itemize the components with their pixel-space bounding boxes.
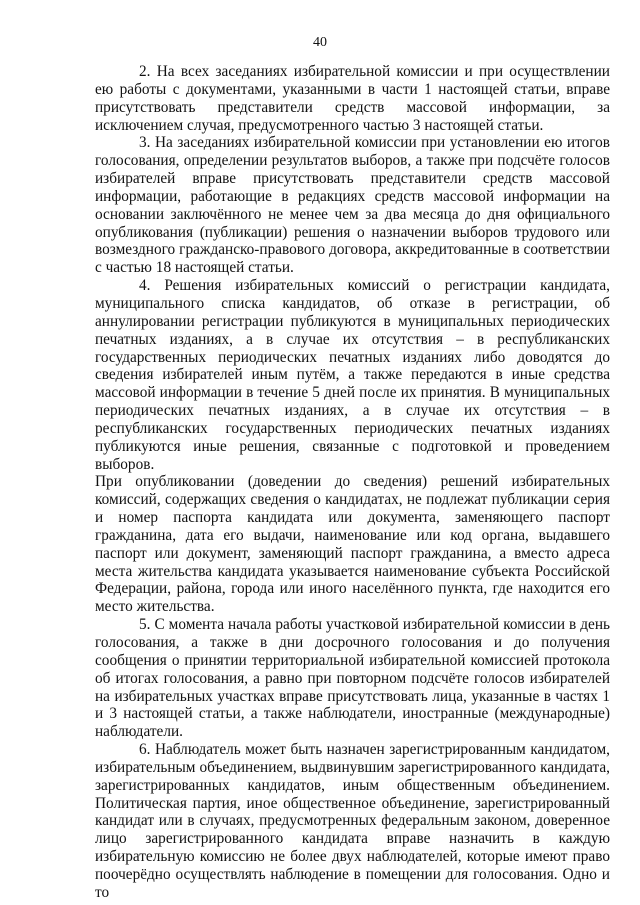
paragraph-part-3: 3. На заседаниях избирательной комиссии при установлении ею итогов голосования, определении результатов выборов, а также при подсчёте голосов избирателей вправе присутствовать представители средств массовой информации, работающие в редакциях средств массовой информации на основании заключённого не менее чем за два месяца до дня официального опубликования (публикации) решения о назначении выборов трудового или возмездного гражданско-правового договора, аккредитованные в соответствии с частью 18 настоящей статьи.: [95, 134, 610, 277]
page-number: 40: [313, 35, 327, 50]
paragraph-part-6: 6. Наблюдатель может быть назначен зарегистрированным кандидатом, избирательным объединением, выдвинувшим зарегистрированного кандидата, зарегистрированных кандидатов, иным общественным объединением. Политическая партия, иное общественное объединение, зарегистрированный кандидат или в случаях, предусмотренных федеральным законом, доверенное лицо зарегистрированного кандидата вправе назначить в каждую избирательную комиссию не более двух наблюдателей, которые имеют право поочерёдно осуществлять наблюдение в помещении для голосования. Одно и то: [95, 741, 610, 901]
paragraph-part-4-continued: При опубликовании (доведении до сведения) решений избирательных комиссий, содержащих сведения о кандидатах, не подлежат публикации серия и номер паспорта кандидата или документа, заменяющего паспорт гражданина, дата его выдачи, наименование или код органа, выдавшего паспорт или документ, заменяющий паспорт гражданина, а вместо адреса места жительства кандидата указывается наименование субъекта Российской Федерации, района, города или иного населённого пункта, где находится его место жительства.: [95, 473, 610, 616]
paragraph-part-4: 4. Решения избирательных комиссий о регистрации кандидата, муниципального списка кандидатов, об отказе в регистрации, об аннулировании регистрации публикуются в муниципальных периодических печатных изданиях, а в случае их отсутствия – в республиканских государственных периодических печатных изданиях либо доводятся до сведения избирателей иным путём, а также передаются в иные средства массовой информации в течение 5 дней после их принятия. В муниципальных периодических печатных изданиях, а в случае их отсутствия – в республиканских государственных периодических печатных изданиях публикуются иные решения, связанные с подготовкой и проведением выборов.: [95, 277, 610, 473]
paragraph-part-2: 2. На всех заседаниях избирательной комиссии и при осуществлении ею работы с документами, указанными в части 1 настоящей статьи, вправе присутствовать представители средств массовой информации, за исключением случая, предусмотренного частью 3 настоящей статьи.: [95, 63, 610, 134]
document-body: [95, 63, 610, 902]
paragraph-part-5: 5. С момента начала работы участковой избирательной комиссии в день голосования, а также в дни досрочного голосования и до получения сообщения о принятии территориальной избирательной комиссией протокола об итогах голосования, а равно при повторном подсчёте голосов избирателей на избирательных участках вправе присутствовать лица, указанные в частях 1 и 3 настоящей статьи, а также наблюдатели, иностранные (международные) наблюдатели.: [95, 616, 610, 741]
